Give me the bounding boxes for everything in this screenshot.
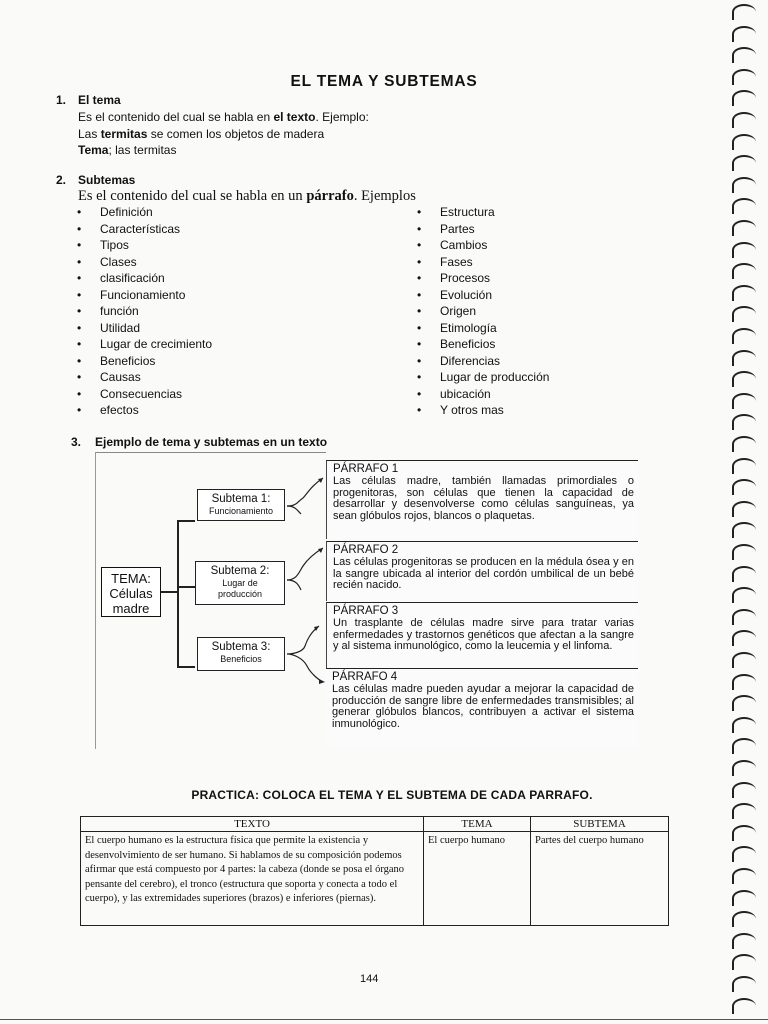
branch-3 [177, 666, 195, 668]
spiral-ring-icon [732, 134, 756, 150]
spiral-ring-icon [732, 26, 756, 42]
list-item: • ubicación [417, 386, 717, 403]
spiral-ring-icon [732, 458, 756, 474]
header-tema: TEMA [424, 817, 531, 832]
subtema-list-left [77, 204, 377, 419]
tema-box: TEMA: Células madre [101, 567, 161, 617]
spiral-ring-icon [732, 501, 756, 517]
spiral-ring-icon [732, 760, 756, 776]
spiral-ring-icon [732, 803, 756, 819]
paragraph-2: PÁRRAFO 2 Las células progenitoras se producen en la médula ósea y en la sangre ubicada al interior del cordón umbilical de un bebé recién nacido. [326, 541, 638, 601]
subtema-3-box: Subtema 3: Beneficios [197, 637, 285, 671]
branch-1 [177, 520, 195, 522]
table-header-row [81, 817, 669, 832]
spiral-ring-icon [732, 90, 756, 106]
list-item: • efectos [77, 402, 377, 419]
list-item: • Tipos [77, 237, 377, 254]
spiral-ring-icon [732, 976, 756, 992]
spiral-ring-icon [732, 220, 756, 236]
section3-number: 3. [71, 435, 82, 449]
spiral-ring-icon [732, 414, 756, 430]
spiral-ring-icon [732, 954, 756, 970]
list-item: • Fases [417, 254, 717, 271]
spiral-ring-icon [732, 738, 756, 754]
paragraph-1: PÁRRAFO 1 Las células madre, también llamadas primordiales o progenitoras, son células que tienen la capacidad de desarrollar y desenvolverse como células sanguíneas, ya sean glóbulos rojos, blancos o plaquetas. [326, 460, 638, 539]
spiral-ring-icon [732, 242, 756, 258]
spiral-ring-icon [732, 674, 756, 690]
section2-heading: Subtemas [78, 173, 136, 187]
list-item: • Partes [417, 221, 717, 238]
spiral-ring-icon [732, 198, 756, 214]
spiral-ring-icon [732, 544, 756, 560]
spiral-ring-icon [732, 155, 756, 171]
spiral-ring-icon [732, 911, 756, 927]
bottom-rule [0, 1019, 768, 1020]
list-item: • Lugar de crecimiento [77, 336, 377, 353]
page-number: 144 [360, 973, 379, 985]
list-item: • Origen [417, 303, 717, 320]
list-item: • Cambios [417, 237, 717, 254]
section2-intro: Es el contenido del cual se habla en un párrafo. Ejemplos [78, 188, 416, 204]
list-item: • función [77, 303, 377, 320]
list-item: • Procesos [417, 270, 717, 287]
vertical-connector [177, 520, 179, 667]
paragraph-4: PÁRRAFO 4 Las células madre pueden ayudar a mejorar la capacidad de producción de sangre libre de enfermedades transmisibles; al generar glóbulos blancos, contribuyen a activar el sistema inmunológico. [326, 668, 638, 748]
section1-body [78, 109, 678, 159]
spiral-ring-icon [732, 436, 756, 452]
header-subtema: SUBTEMA [531, 817, 669, 832]
list-item: • Causas [77, 369, 377, 386]
spiral-ring-icon [732, 263, 756, 279]
spiral-ring-icon [732, 868, 756, 884]
spiral-ring-icon [732, 587, 756, 603]
header-texto: TEXTO [81, 817, 424, 832]
subtema-1-box: Subtema 1: Funcionamiento [197, 489, 285, 521]
section1-heading: El tema [78, 93, 121, 107]
spiral-ring-icon [732, 890, 756, 906]
spiral-ring-icon [732, 825, 756, 841]
practice-table [80, 816, 669, 926]
cell-texto: El cuerpo humano es la estructura física que permite la existencia y desenvolvimiento de ser humano. Si hablamos de su composición podemos afirmar que está compuesto por 4 partes: la cabeza (donde se posa el órgano pensante del cerebro), el tronco (estructura que soporta y conecta a todo el cuerpo), y las extremidades superiores (brazos) e inferiores (piernas). [81, 832, 424, 926]
spiral-ring-icon [732, 371, 756, 387]
section1-line1: Es el contenido del cual se habla en el texto. Ejemplo: [78, 110, 369, 124]
list-item: • Diferencias [417, 353, 717, 370]
branch-2 [177, 586, 195, 588]
spiral-ring-icon [732, 69, 756, 85]
spiral-ring-icon [732, 393, 756, 409]
spiral-ring-icon [732, 479, 756, 495]
arrow-2-icon [287, 548, 323, 580]
list-item: • Características [77, 221, 377, 238]
spiral-ring-icon [732, 177, 756, 193]
spiral-ring-icon [732, 4, 756, 20]
spiral-ring-icon [732, 630, 756, 646]
spiral-ring-icon [732, 846, 756, 862]
list-item: • Lugar de producción [417, 369, 717, 386]
list-item: • Evolución [417, 287, 717, 304]
spiral-ring-icon [732, 609, 756, 625]
spiral-ring-icon [732, 717, 756, 733]
spiral-ring-icon [732, 112, 756, 128]
spiral-ring-icon [732, 782, 756, 798]
subtema-2-box: Subtema 2: Lugar de producción [195, 561, 285, 605]
list-item: • Clases [77, 254, 377, 271]
spiral-ring-icon [732, 652, 756, 668]
spiral-binding [732, 0, 758, 1024]
spiral-ring-icon [732, 998, 756, 1014]
page-title: EL TEMA Y SUBTEMAS [290, 73, 478, 90]
list-item: • Definición [77, 204, 377, 221]
spiral-ring-icon [732, 350, 756, 366]
paragraph-3: PÁRRAFO 3 Un trasplante de células madre sirve para tratar varias enfermedades y trastornos genéticos que afectan a la sangre y al sistema inmunológico, como la leucemia y el linfoma. [326, 602, 638, 670]
spiral-ring-icon [732, 933, 756, 949]
arrow-1-icon [287, 478, 323, 506]
list-item: • Beneficios [417, 336, 717, 353]
list-item: • Beneficios [77, 353, 377, 370]
spiral-ring-icon [732, 328, 756, 344]
section2-number: 2. [56, 173, 67, 187]
list-item: • Utilidad [77, 320, 377, 337]
list-item: • clasificación [77, 270, 377, 287]
table-row [81, 832, 669, 926]
section1-line2: Las termitas se comen los objetos de madera [78, 126, 325, 141]
list-item: • Etimología [417, 320, 717, 337]
spiral-ring-icon [732, 306, 756, 322]
brace-arrows [285, 470, 330, 710]
spiral-ring-icon [732, 47, 756, 63]
section3-heading: Ejemplo de tema y subtemas en un texto [95, 435, 328, 449]
spiral-ring-icon [732, 566, 756, 582]
list-item: • Y otros mas [417, 402, 717, 419]
practice-heading: PRACTICA: COLOCA EL TEMA Y EL SUBTEMA DE CADA PARRAFO. [191, 788, 593, 802]
section1-number: 1. [56, 93, 67, 107]
list-item: • Estructura [417, 204, 717, 221]
list-item: • Consecuencias [77, 386, 377, 403]
section1-line3: Tema; las termitas [78, 143, 177, 157]
spiral-ring-icon [732, 522, 756, 538]
cell-tema: El cuerpo humano [424, 832, 531, 926]
cell-subtema: Partes del cuerpo humano [531, 832, 669, 926]
spiral-ring-icon [732, 695, 756, 711]
spiral-ring-icon [732, 285, 756, 301]
subtema-list-right [417, 204, 717, 419]
list-item: • Funcionamiento [77, 287, 377, 304]
brace-3-icon [287, 626, 323, 682]
